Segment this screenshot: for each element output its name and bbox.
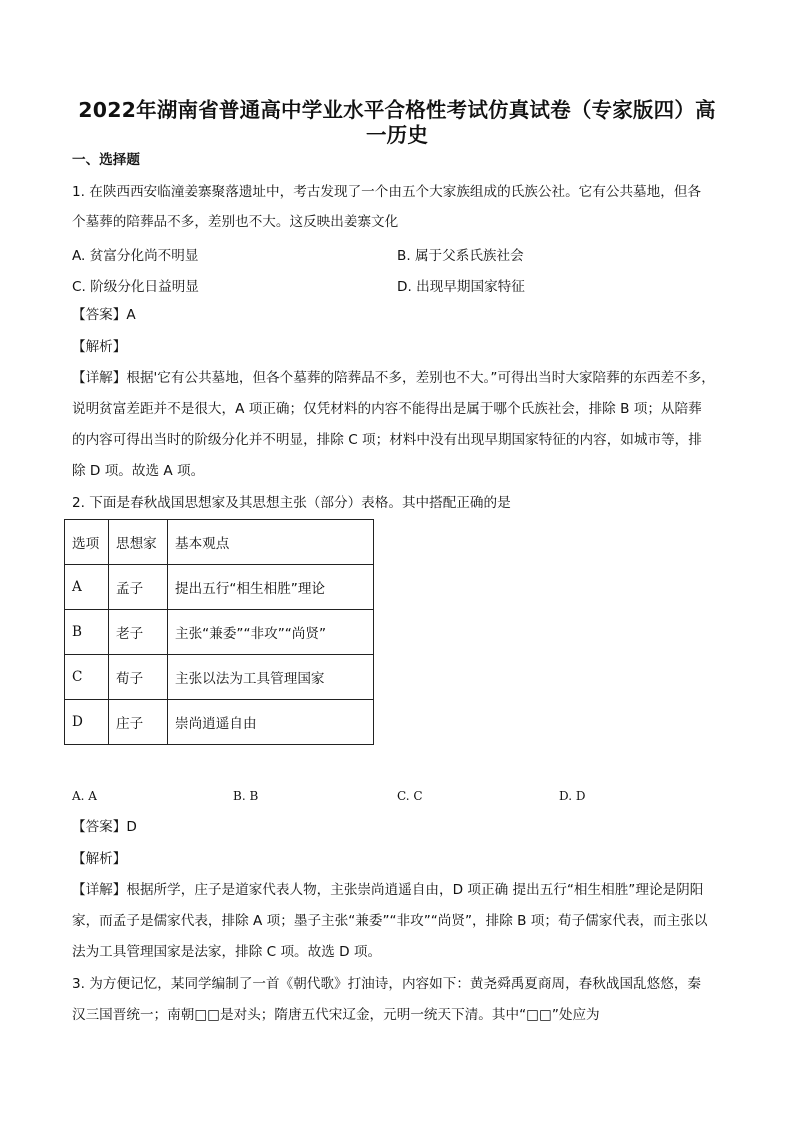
- q1-option-b: B. 属于父系氏族社会: [397, 248, 524, 264]
- table-cell-thinker: 老子: [109, 610, 168, 655]
- q2-stem: 2. 下面是春秋战国思想家及其思想主张（部分）表格。其中搭配正确的是: [72, 495, 511, 511]
- q2-option-d: D. D: [559, 789, 586, 803]
- q2-detail-line-2: 家，而孟子是儒家代表，排除 A 项；墨子主张“兼委”“非攻”“尚贤”，排除 B 项；荀子儒家代表，而主张以: [72, 913, 708, 929]
- q1-stem-line-1: 1. 在陕西西安临潼姜寨聚落遗址中，考古发现了一个由五个大家族组成的氏族公社。它有公共墓地，但各: [72, 184, 702, 200]
- table-row: [65, 565, 374, 610]
- table-cell-view: 主张以法为工具管理国家: [168, 655, 374, 700]
- q2-analysis-label: 【解析】: [72, 851, 127, 867]
- section-heading: 一、选择题: [72, 152, 140, 168]
- q2-option-b: B. B: [233, 789, 259, 803]
- q3-stem-line-2: 汉三国晋统一；南朝□□是对头；隋唐五代宋辽金，元明一统天下清。其中“□□”处应为: [72, 1007, 600, 1023]
- document-title-line-1: 2022年湖南省普通高中学业水平合格性考试仿真试卷（专家版四）高: [78, 98, 716, 122]
- q1-detail-line-4: 除 D 项。故选 A 项。: [72, 463, 205, 479]
- table-cell-thinker: 荀子: [109, 655, 168, 700]
- table-row: [65, 700, 374, 745]
- table-header-cell: 思想家: [109, 520, 168, 565]
- q2-detail-line-1: 【详解】根据所学，庄子是道家代表人物，主张崇尚逍遥自由，D 项正确 提出五行“相生相胜”理论是阴阳: [72, 882, 704, 898]
- q1-option-d: D. 出现早期国家特征: [397, 279, 525, 295]
- q2-option-c: C. C: [397, 789, 423, 803]
- table-header-row: [65, 520, 374, 565]
- q3-stem-line-1: 3. 为方便记忆，某同学编制了一首《朝代歌》打油诗，内容如下：黄尧舜禹夏商周，春秋战国乱悠悠，秦: [72, 976, 702, 992]
- q2-option-a: A. A: [72, 789, 97, 803]
- q2-answer: 【答案】D: [72, 819, 137, 835]
- q1-analysis-label: 【解析】: [72, 339, 127, 355]
- q1-detail-line-1: 【详解】根据'它有公共墓地，但各个墓葬的陪葬品不多，差别也不大。”可得出当时大家陪葬的东西差不多，: [72, 370, 715, 386]
- q1-option-c: C. 阶级分化日益明显: [72, 279, 199, 295]
- table-cell-thinker: 孟子: [109, 565, 168, 610]
- table-cell-option: B: [65, 610, 109, 655]
- table-cell-option: D: [65, 700, 109, 745]
- table-row: [65, 655, 374, 700]
- q1-detail-line-2: 说明贫富差距并不是很大，A 项正确；仅凭材料的内容不能得出是属于哪个氏族社会，排除 B 项；从陪葬: [72, 401, 702, 417]
- thinkers-table: [64, 519, 374, 745]
- q1-answer: 【答案】A: [72, 307, 136, 323]
- table-header-cell: 选项: [65, 520, 109, 565]
- table-header-cell: 基本观点: [168, 520, 374, 565]
- document-title-line-2: 一历史: [365, 123, 429, 147]
- table-cell-thinker: 庄子: [109, 700, 168, 745]
- q1-stem-line-2: 个墓葬的陪葬品不多，差别也不大。这反映出姜寨文化: [72, 214, 399, 230]
- table-row: [65, 610, 374, 655]
- table-cell-option: C: [65, 655, 109, 700]
- q2-detail-line-3: 法为工具管理国家是法家，排除 C 项。故选 D 项。: [72, 944, 382, 960]
- table-cell-view: 崇尚逍遥自由: [168, 700, 374, 745]
- table-cell-view: 主张“兼委”“非攻”“尚贤”: [168, 610, 374, 655]
- q1-option-a: A. 贫富分化尚不明显: [72, 248, 199, 264]
- q1-detail-line-3: 的内容可得出当时的阶级分化并不明显，排除 C 项；材料中没有出现早期国家特征的内容，如城市等，排: [72, 432, 702, 448]
- table-cell-view: 提出五行“相生相胜”理论: [168, 565, 374, 610]
- table-cell-option: A: [65, 565, 109, 610]
